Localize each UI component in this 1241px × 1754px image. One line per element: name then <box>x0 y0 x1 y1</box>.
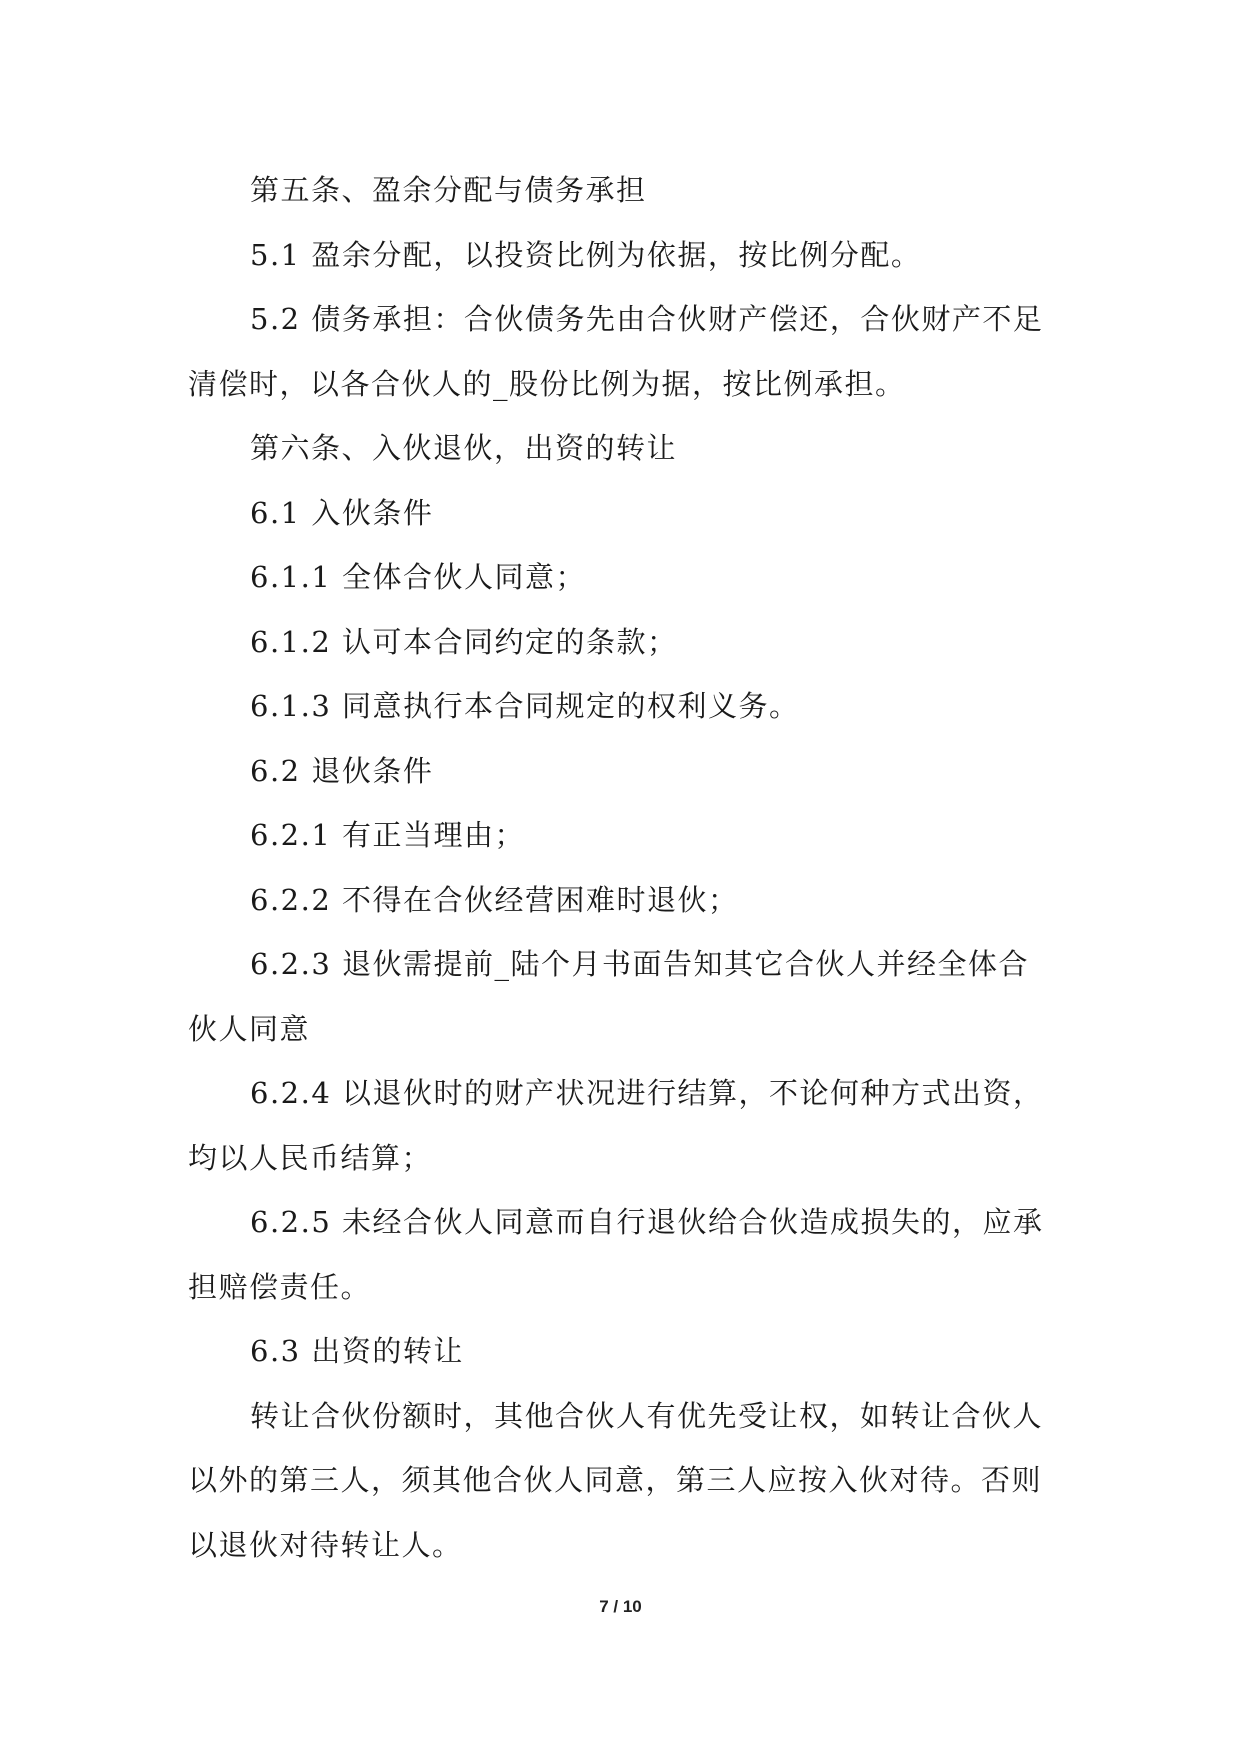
page-number: 7 / 10 <box>599 1597 642 1616</box>
clause-6-2: 6.2 退伙条件 <box>250 753 434 788</box>
clause-6-1-1: 6.1.1 全体合伙人同意； <box>250 560 587 594</box>
clause-6-2-4: 6.2.4 以退伙时的财产状况进行结算，不论何种方式出资，均以人民币结算； <box>188 1076 1044 1175</box>
clause-6-2-2: 6.2.2 不得在合伙经营困难时退伙； <box>250 882 739 917</box>
clause-6-3: 6.3 出资的转让 <box>250 1334 464 1368</box>
clause-6-2-5: 6.2.5 未经合伙人同意而自行退伙给合伙造成损失的，应承担赔偿责任。 <box>188 1205 1044 1304</box>
clause-6-1-2: 6.1.2 认可本合同约定的条款； <box>250 624 678 659</box>
article-5-heading: 第五条、盈余分配与债务承担 <box>250 173 647 207</box>
clause-6-2-1: 6.2.1 有正当理由； <box>250 818 526 852</box>
clause-5-1: 5.1 盈余分配，以投资比例为依据，按比例分配。 <box>250 237 922 272</box>
clause-6-2-3: 6.2.3 退伙需提前_陆个月书面告知其它合伙人并经全体合伙人同意 <box>188 947 1030 1046</box>
article-6-heading: 第六条、入伙退伙，出资的转让 <box>250 431 678 465</box>
clause-5-2: 5.2 债务承担：合伙债务先由合伙财产偿还，合伙财产不足清偿时，以各合伙人的_股份比例为据，按比例承担。 <box>188 302 1044 401</box>
document-body <box>188 158 1058 1577</box>
clause-6-3-body: 转让合伙份额时，其他合伙人有优先受让权，如转让合伙人以外的第三人，须其他合伙人同意，第三人应按入伙对待。否则以退伙对待转让人。 <box>188 1398 1044 1562</box>
clause-6-1: 6.1 入伙条件 <box>250 495 434 530</box>
clause-6-1-3: 6.1.3 同意执行本合同规定的权利义务。 <box>250 689 800 723</box>
